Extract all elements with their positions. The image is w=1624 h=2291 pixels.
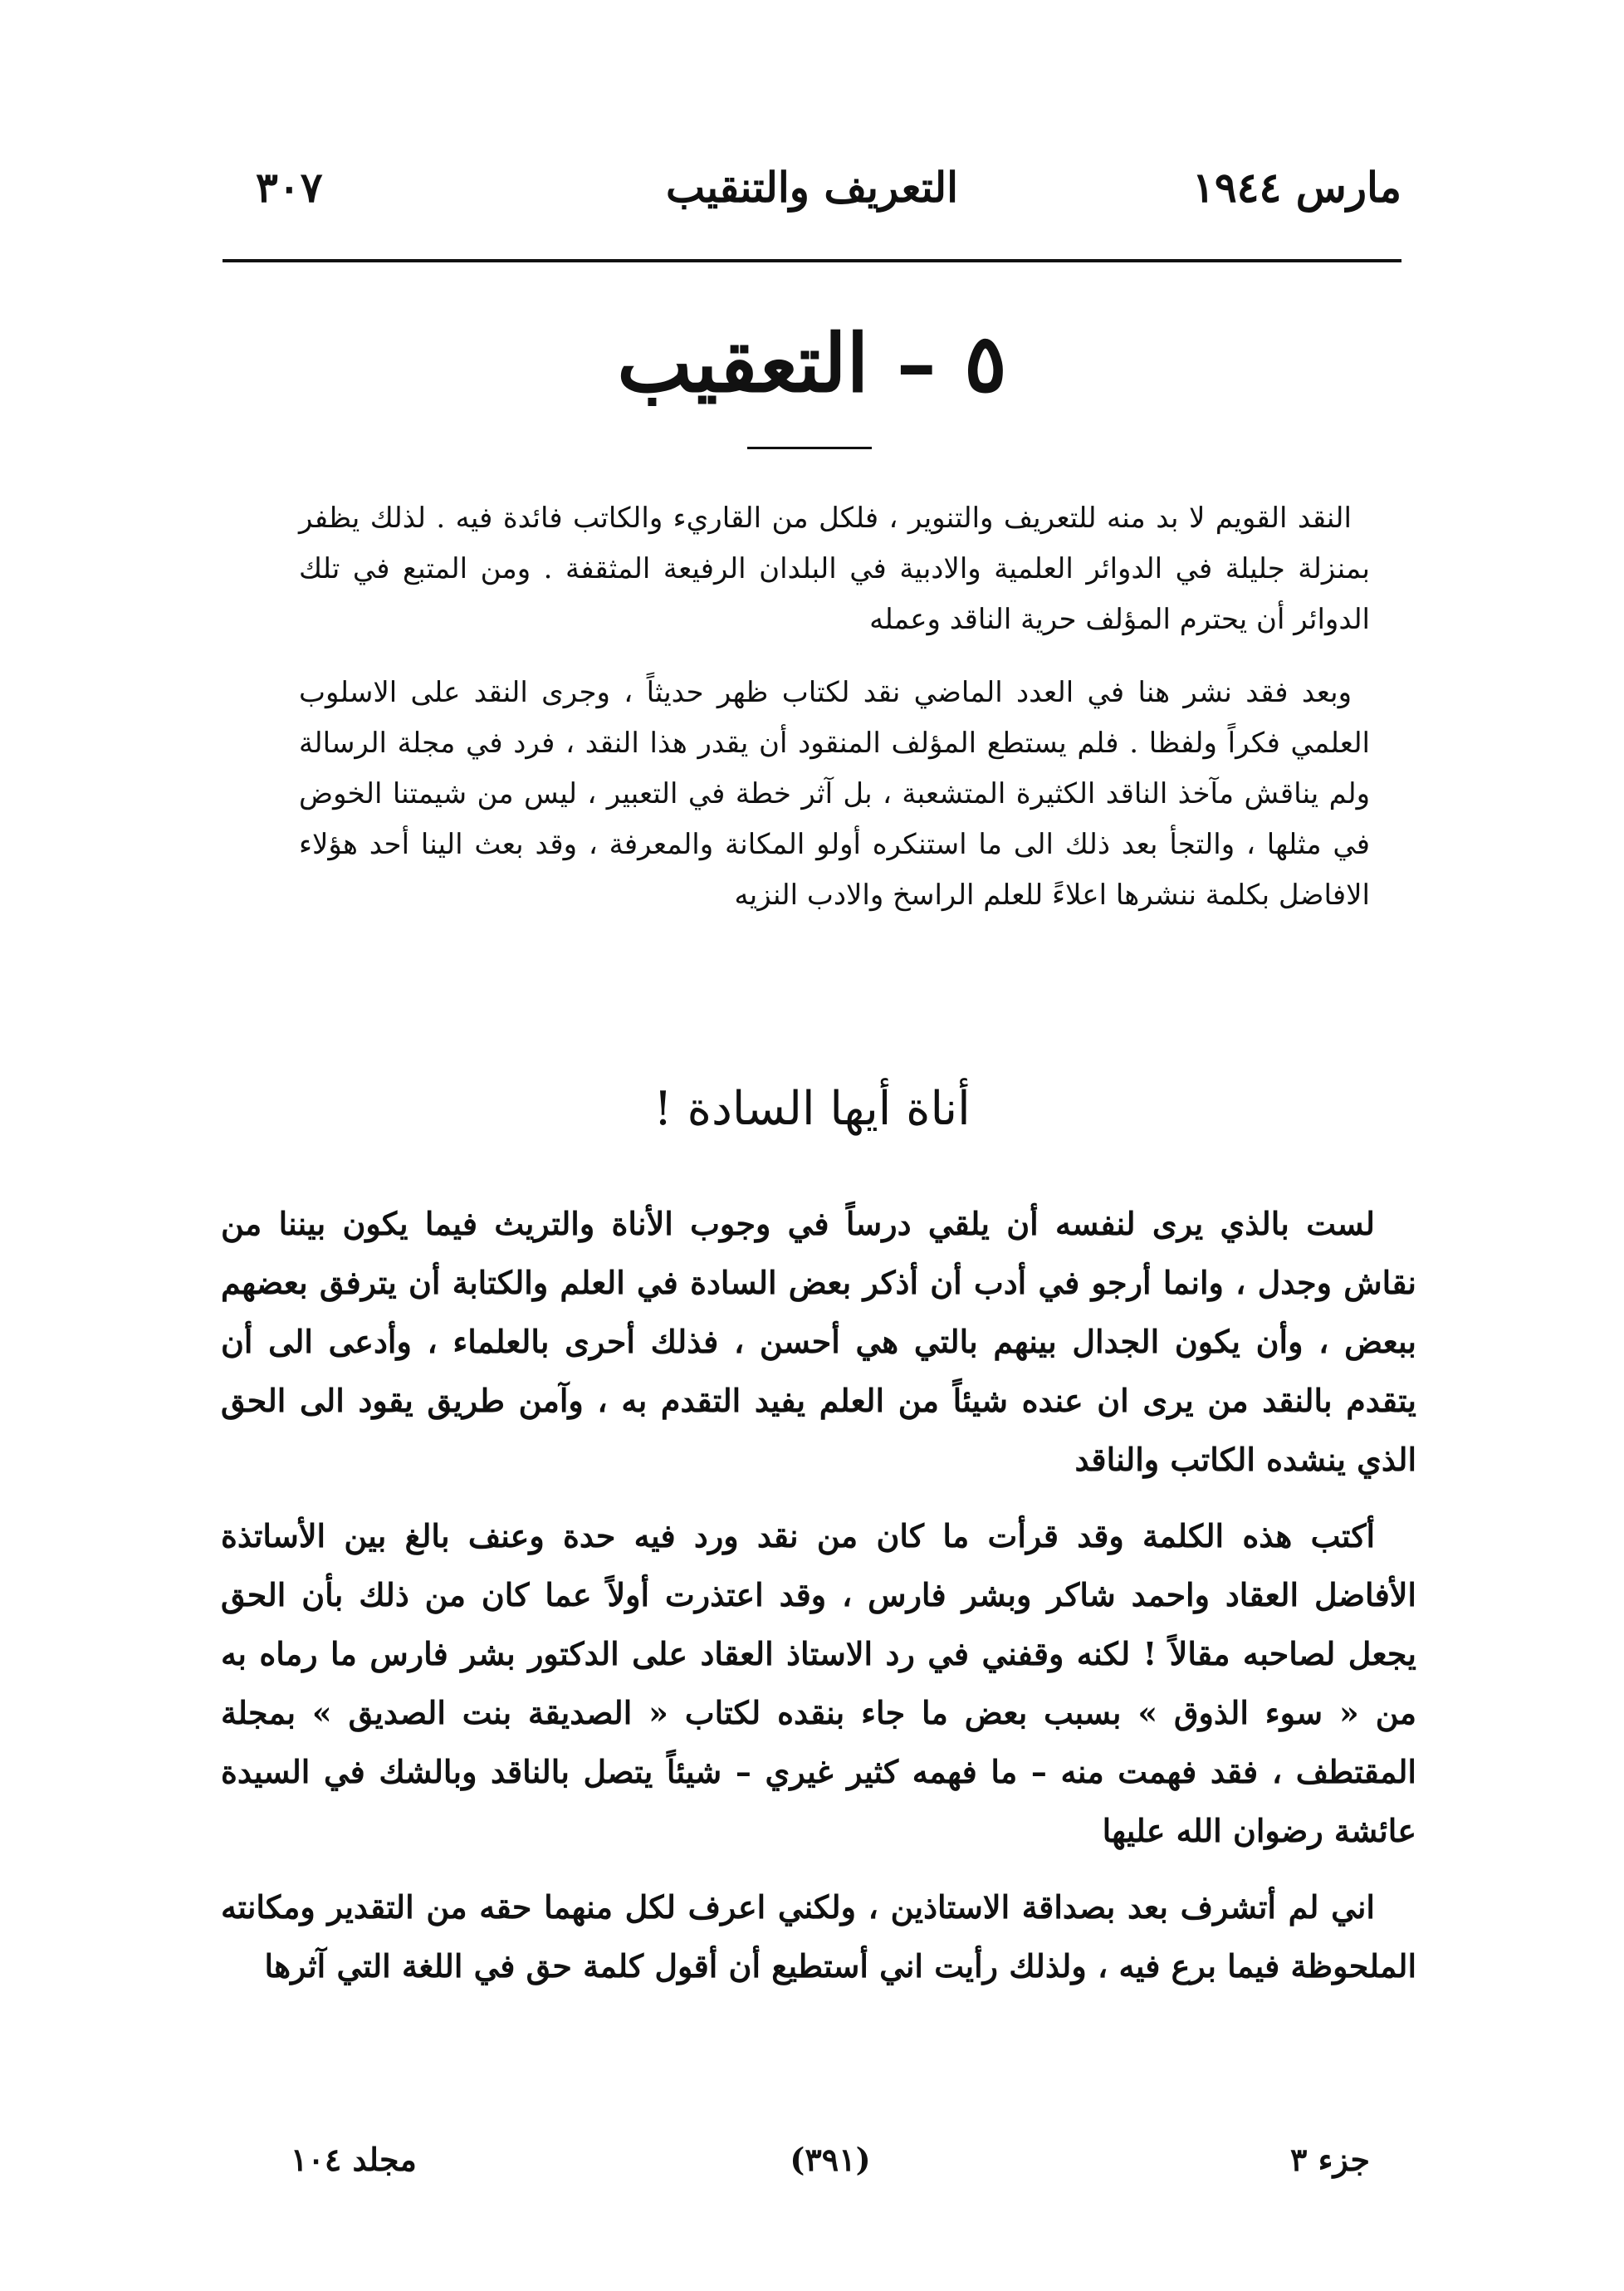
intro-block bbox=[299, 493, 1370, 921]
footer-page-number: (٣٩١) bbox=[790, 2141, 871, 2178]
body-paragraph: لست بالذي يرى لنفسه أن يلقي درساً في وجوب الأناة والتريث فيما يكون بيننا من نقاش وجدل ، وانما أرجو في أدب أن أذكر بعض السادة في العلم والكتابة أن يترفق بعضهم ببعض ، وأن يكون الجدال بينهم بالتي هي أحسن ، فذلك أحرى بالعلماء ، وأدعى الى أن يتقدم بالنقد من يرى ان عنده شيئاً من العلم يفيد التقدم به ، وآمن طريق يقود الى الحق الذي ينشده الكاتب والناقد bbox=[221, 1205, 1416, 1478]
header-title: التعريف والتنقيب bbox=[666, 163, 958, 212]
page-footer bbox=[291, 2141, 1370, 2191]
header-page-number: ٣٠٧ bbox=[256, 163, 323, 212]
intro-paragraph: وبعد فقد نشر هنا في العدد الماضي نقد لكتاب ظهر حديثاً ، وجرى النقد على الاسلوب العلمي فكراً ولفظا . فلم يستطع المؤلف المنقود أن يقدر هذا النقد ، فرد في مجلة الرسالة ولم يناقش مآخذ الناقد الكثيرة المتشعبة ، بل آثر خطة في التعبير ، ليس من شيمتنا الخوض في مثلها ، والتجأ بعد ذلك الى ما استنكره أولو المكانة والمعرفة ، وقد بعث الينا أحد هؤلاء الافاضل بكلمة ننشرها اعلاءً للعلم الراسخ والادب النزيه bbox=[299, 676, 1370, 912]
body-paragraph: أكتب هذه الكلمة وقد قرأت ما كان من نقد ورد فيه حدة وعنف بالغ بين الأساتذة الأفاضل العقاد واحمد شاكر وبشر فارس ، وقد اعتذرت أولاً عما كان من ذلك بأن الحق يجعل لصاحبه مقالاً ! لكنه وقفني في رد الاستاذ العقاد على الدكتور بشر فارس ما رماه به من « سوء الذوق » بسبب بعض ما جاء بنقده لكتاب « الصديقة بنت الصديق » بمجلة المقتطف ، فقد فهمت منه – ما فهمه كثير غيري – شيئاً يتصل بالناقد وبالشك في السيدة عائشة رضوان الله عليها bbox=[221, 1517, 1416, 1849]
footer-part: جزء ٣ bbox=[1290, 2141, 1370, 2178]
intro-paragraph: النقد القويم لا بد منه للتعريف والتنوير ، فلكل من القاريء والكاتب فائدة فيه . لذلك يظفر بمنزلة جليلة في الدوائر العلمية والادبية في البلدان الرفيعة المثقفة . ومن المتبع في تلك الدوائر أن يحترم المؤلف حرية الناقد وعمله bbox=[299, 502, 1370, 636]
running-header bbox=[223, 163, 1401, 221]
footer-volume: مجلد ١٠٤ bbox=[291, 2141, 417, 2178]
title-divider bbox=[747, 447, 872, 449]
body-paragraph: اني لم أتشرف بعد بصداقة الاستاذين ، ولكني اعرف لكل منهما حقه من التقدير ومكانته الملحوظة فيما برع فيه ، ولذلك رأيت اني أستطيع أن أقول كلمة حق في اللغة التي آثرها bbox=[221, 1888, 1416, 1985]
section-title: ٥ – التعقيب bbox=[617, 316, 1007, 410]
header-date: مارس ١٩٤٤ bbox=[1191, 163, 1401, 212]
article-heading: أناة أيها السادة ! bbox=[653, 1082, 971, 1136]
article-body bbox=[221, 1194, 1416, 1995]
header-divider bbox=[223, 259, 1401, 262]
